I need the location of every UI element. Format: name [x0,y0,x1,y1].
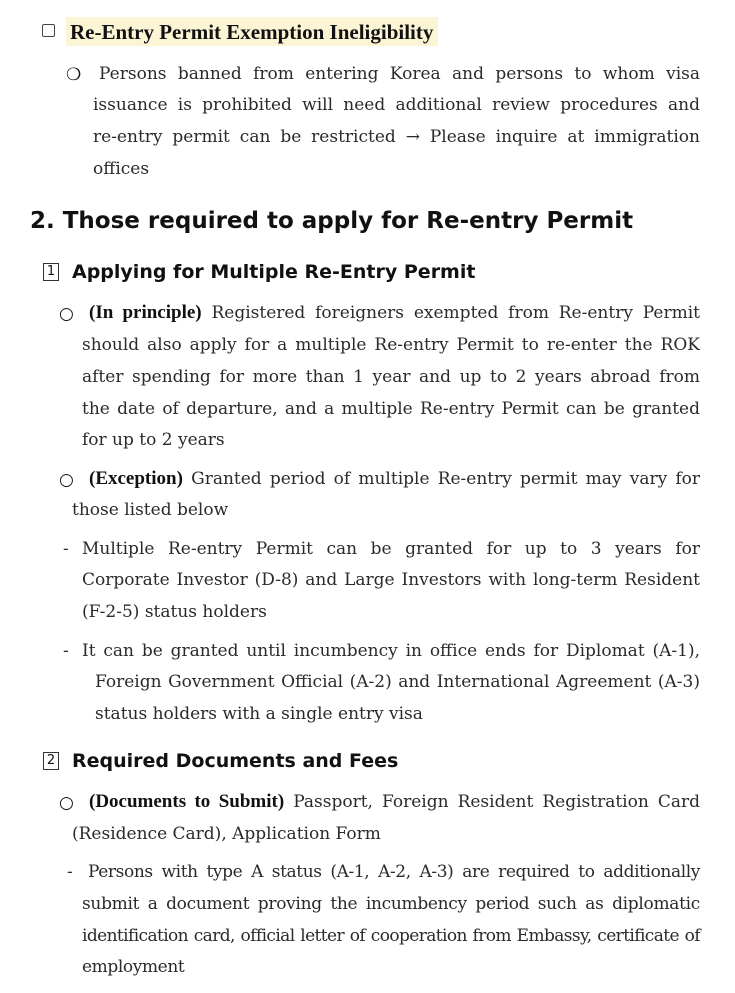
paragraph-line: Persons banned from entering Korea and persons to whom visa [99,64,700,84]
paragraph-line: Corporate Investor (D-8) and Large Investors with long-term Resident [82,570,700,590]
dash-bullet: - [67,862,73,882]
paragraph-line: after spending for more than 1 year and up to 2 years abroad from [82,367,700,387]
principle-label: (In principle) [89,302,202,323]
principle-text: Registered foreigners exempted from Re-entry Permit [211,303,701,323]
number-box-1: 1 [43,263,59,281]
subsection-heading-documents-fees: Required Documents and Fees [72,750,399,772]
documents-text: Passport, Foreign Resident Registration Card [293,792,700,812]
paragraph-line [89,301,700,325]
paragraph-line: identification card, official letter of cooperation from Embassy, certificate of [82,926,700,946]
section-title: 2. Those required to apply for Re-entry Permit [30,208,634,234]
dash-bullet: - [63,641,69,661]
paragraph-line: for up to 2 years [82,430,225,450]
circle-bullet-icon: ○ [59,793,74,813]
paragraph-line: should also apply for a multiple Re-entry Permit to re-enter the ROK [82,335,700,355]
circle-bullet-icon: ❍ [66,65,82,85]
paragraph-line [89,467,700,491]
paragraph-line: Foreign Government Official (A-2) and International Agreement (A-3) [95,672,700,692]
paragraph-line: status holders with a single entry visa [95,704,423,724]
paragraph-line: Multiple Re-entry Permit can be granted for up to 3 years for [82,539,700,559]
paragraph-line: submit a document proving the incumbency period such as diplomatic [82,894,700,914]
paragraph-line: issuance is prohibited will need additional review procedures and [93,95,700,115]
section-heading-ineligibility: Re-Entry Permit Exemption Ineligibility [70,20,434,44]
paragraph-line [89,790,700,814]
dash-bullet: - [63,539,69,559]
paragraph-line: It can be granted until incumbency in office ends for Diplomat (A-1), [82,641,700,661]
exception-text: Granted period of multiple Re-entry permit may vary for [191,469,701,489]
paragraph-line: Persons with type A status (A-1, A-2, A-3) are required to additionally [88,862,700,882]
paragraph-line: those listed below [72,500,229,520]
paragraph-line: re-entry permit can be restricted → Please inquire at immigration [93,127,700,147]
circle-bullet-icon: ○ [59,304,74,324]
paragraph-line: (Residence Card), Application Form [72,824,381,844]
documents-label: (Documents to Submit) [89,791,285,812]
number-box-2: 2 [43,752,59,770]
subsection-heading-multiple-permit: Applying for Multiple Re-Entry Permit [72,261,476,283]
paragraph-line: the date of departure, and a multiple Re-entry Permit can be granted [82,399,700,419]
paragraph-line: employment [82,957,185,977]
exception-label: (Exception) [89,468,183,489]
checkbox-square-icon [42,24,55,37]
paragraph-line: (F-2-5) status holders [82,602,267,622]
paragraph-line: offices [93,159,150,179]
circle-bullet-icon: ○ [59,470,74,490]
